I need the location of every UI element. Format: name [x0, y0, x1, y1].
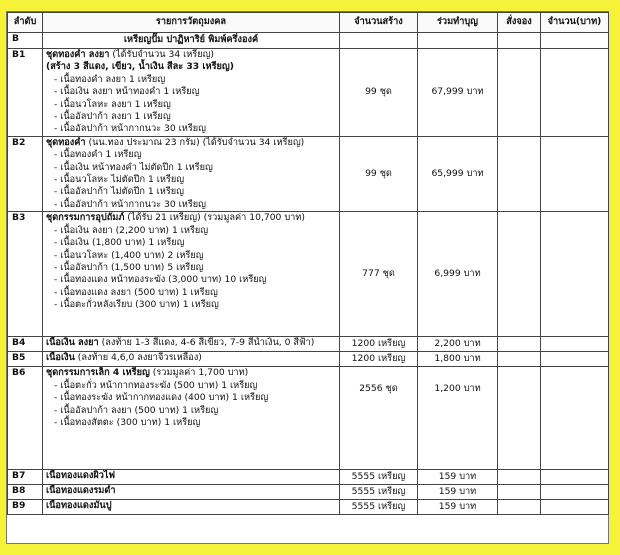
- table-row: [8, 500, 609, 515]
- amount-cell[interactable]: [541, 352, 609, 367]
- table-row: [8, 367, 609, 470]
- list-item: - เนื้อเงิน ลงยา (2,200 บาท) 1 เหรียญ: [54, 224, 209, 236]
- list-item: - เนื้ออัลปาก้า ลงยา 1 เหรียญ: [54, 111, 171, 123]
- list-item: - เนื้อตะกั่ว หน้ากากทองระฆัง (500 บาท) 1 เหรียญ: [54, 379, 258, 391]
- list-item: - เนื้อนวโลหะ ไม่ตัดปีก 1 เหรียญ: [54, 174, 185, 186]
- list-item: - เนื้อทองสัตตะ (300 บาท) 1 เหรียญ: [54, 416, 201, 428]
- price-sheet: [6, 11, 609, 544]
- table-row: [8, 485, 609, 500]
- row-made: 2556 ชุด: [340, 367, 418, 470]
- row-price: 1,800 บาท: [418, 352, 498, 367]
- row-made: 1200 เหรียญ: [340, 352, 418, 367]
- amount-cell[interactable]: [541, 136, 609, 211]
- list-item: - เนื้อทองแดง ลงยา (500 บาท) 1 เหรียญ: [54, 286, 218, 298]
- table-row: [8, 470, 609, 485]
- items-table: [7, 12, 609, 515]
- list-item: - เนื้อนวโลหะ ลงยา 1 เหรียญ: [54, 98, 171, 110]
- row-made: 1200 เหรียญ: [340, 337, 418, 352]
- order-cell[interactable]: [498, 352, 541, 367]
- list-item: - เนื้อเงิน ลงยา หน้าทองคำ 1 เหรียญ: [54, 86, 200, 98]
- header-code: ลำดับ: [8, 13, 43, 33]
- row-price: 1,200 บาท: [418, 367, 498, 470]
- list-item: - เนื้ออัลปาก้า หน้ากากนวะ 30 เหรียญ: [54, 123, 206, 135]
- group-row: [8, 33, 609, 49]
- header-row: [8, 13, 609, 33]
- order-cell[interactable]: [498, 49, 541, 137]
- amount-cell[interactable]: [541, 212, 609, 337]
- row-title-note: (นน.ทอง ประมาณ 23 กรัม) (ได้รับจำนวน 34 เหรียญ): [85, 136, 305, 148]
- header-order: สั่งจอง: [498, 13, 541, 33]
- row-code: B6: [8, 367, 43, 470]
- row-title-note: (ลงท้าย 1-3 สีแดง, 4-6 สีเขียว, 7-9 สีน้ำเงิน, 0 สีฟ้า): [98, 337, 315, 349]
- row-description: [43, 367, 340, 470]
- list-item: - เนื้อเงิน (1,800 บาท) 1 เหรียญ: [54, 237, 185, 249]
- list-item: - เนื้อทองแดง หน้าทองระฆัง (3,000 บาท) 10 เหรียญ: [54, 274, 267, 286]
- row-price: 159 บาท: [418, 500, 498, 515]
- group-code: B: [8, 33, 43, 49]
- row-made: 5555 เหรียญ: [340, 470, 418, 485]
- list-item: - เนื้อนวโลหะ (1,400 บาท) 2 เหรียญ: [54, 249, 204, 261]
- list-item: - เนื้อทองระฆัง หน้ากากทองแดง (400 บาท) 1 เหรียญ: [54, 392, 269, 404]
- row-description: [43, 212, 340, 337]
- table-row: [8, 212, 609, 337]
- order-cell[interactable]: [498, 485, 541, 500]
- row-title: เนื้อเงิน ลงยา: [46, 337, 99, 349]
- table-row: [8, 352, 609, 367]
- row-price: 159 บาท: [418, 470, 498, 485]
- row-description: [43, 136, 340, 211]
- list-item: - เนื้อตะกั่วหลังเรียบ (300 บาท) 1 เหรียญ: [54, 299, 219, 311]
- list-item: - เนื้ออัลปาก้า หน้ากากนวะ 30 เหรียญ: [54, 198, 206, 210]
- header-made: จำนวนสร้าง: [340, 13, 418, 33]
- amount-cell[interactable]: [541, 367, 609, 470]
- amount-cell[interactable]: [541, 337, 609, 352]
- order-cell[interactable]: [498, 136, 541, 211]
- amount-cell[interactable]: [541, 49, 609, 137]
- row-title: ชุดทองคำ: [46, 136, 86, 148]
- list-item: - เนื้อทองคำ 1 เหรียญ: [54, 149, 142, 161]
- header-item: รายการวัตถุมงคล: [43, 13, 340, 33]
- row-code: B4: [8, 337, 43, 352]
- amount-cell[interactable]: [541, 470, 609, 485]
- order-cell[interactable]: [498, 500, 541, 515]
- row-description: [43, 49, 340, 137]
- order-cell[interactable]: [498, 367, 541, 470]
- amount-cell[interactable]: [541, 500, 609, 515]
- row-price: 65,999 บาท: [418, 136, 498, 211]
- row-title: ชุดกรรมการอุปถัมภ์: [46, 212, 125, 224]
- row-code: B5: [8, 352, 43, 367]
- row-title-note: (ได้รับ 21 เหรียญ) (รวมมูลค่า 10,700 บาท): [124, 212, 305, 224]
- row-price: 2,200 บาท: [418, 337, 498, 352]
- table-row: [8, 136, 609, 211]
- order-cell[interactable]: [498, 212, 541, 337]
- row-title: เนื้อทองแดงผิวไฟ: [43, 470, 340, 485]
- row-title: เนื้อทองแดงมันปู: [43, 500, 340, 515]
- row-made: 5555 เหรียญ: [340, 485, 418, 500]
- row-subtitle: (สร้าง 3 สีแดง, เขียว, น้ำเงิน สีละ 33 เหรียญ): [46, 61, 234, 73]
- row-code: B7: [8, 470, 43, 485]
- row-made: 777 ชุด: [340, 212, 418, 337]
- row-title-note: (ได้รับจำนวน 34 เหรียญ): [109, 49, 215, 60]
- row-price: 67,999 บาท: [418, 49, 498, 137]
- header-donate: ร่วมทำบุญ: [418, 13, 498, 33]
- order-cell[interactable]: [498, 337, 541, 352]
- row-code: B1: [8, 49, 43, 137]
- row-title-note: (ลงท้าย 4,6,0 ลงยาจีวรเหลือง): [74, 352, 202, 364]
- list-item: - เนื้อทองคำ ลงยา 1 เหรียญ: [54, 73, 166, 85]
- row-code: B8: [8, 485, 43, 500]
- row-code: B3: [8, 212, 43, 337]
- row-title: ชุดกรรมการเล็ก 4 เหรียญ: [46, 367, 150, 379]
- row-title-note: (รวมมูลค่า 1,700 บาท): [149, 367, 249, 379]
- list-item: - เนื้อเงิน หน้าทองคำ ไม่ตัดปีก 1 เหรียญ: [54, 161, 213, 173]
- row-description: [43, 337, 340, 352]
- row-made: 99 ชุด: [340, 136, 418, 211]
- row-price: 159 บาท: [418, 485, 498, 500]
- row-title: เนื้อเงิน: [46, 352, 75, 364]
- row-made: 99 ชุด: [340, 49, 418, 137]
- row-description: [43, 352, 340, 367]
- row-made: 5555 เหรียญ: [340, 500, 418, 515]
- row-code: B9: [8, 500, 43, 515]
- row-title: เนื้อทองแดงรมดำ: [43, 485, 340, 500]
- table-row: [8, 49, 609, 137]
- amount-cell[interactable]: [541, 485, 609, 500]
- row-code: B2: [8, 136, 43, 211]
- order-cell[interactable]: [498, 470, 541, 485]
- table-row: [8, 337, 609, 352]
- list-item: - เนื้ออัลปาก้า (1,500 บาท) 5 เหรียญ: [54, 261, 204, 273]
- list-item: - เนื้ออัลปาก้า ไม่ตัดปีก 1 เหรียญ: [54, 186, 184, 198]
- list-item: - เนื้ออัลปาก้า ลงยา (500 บาท) 1 เหรียญ: [54, 404, 219, 416]
- row-title: ชุดทองคำ ลงยา: [46, 49, 110, 60]
- group-title: เหรียญปั๊ม ปาฏิหาริย์ พิมพ์ครึ่งองค์: [43, 33, 340, 49]
- row-price: 6,999 บาท: [418, 212, 498, 337]
- header-amount: จำนวน(บาท): [541, 13, 609, 33]
